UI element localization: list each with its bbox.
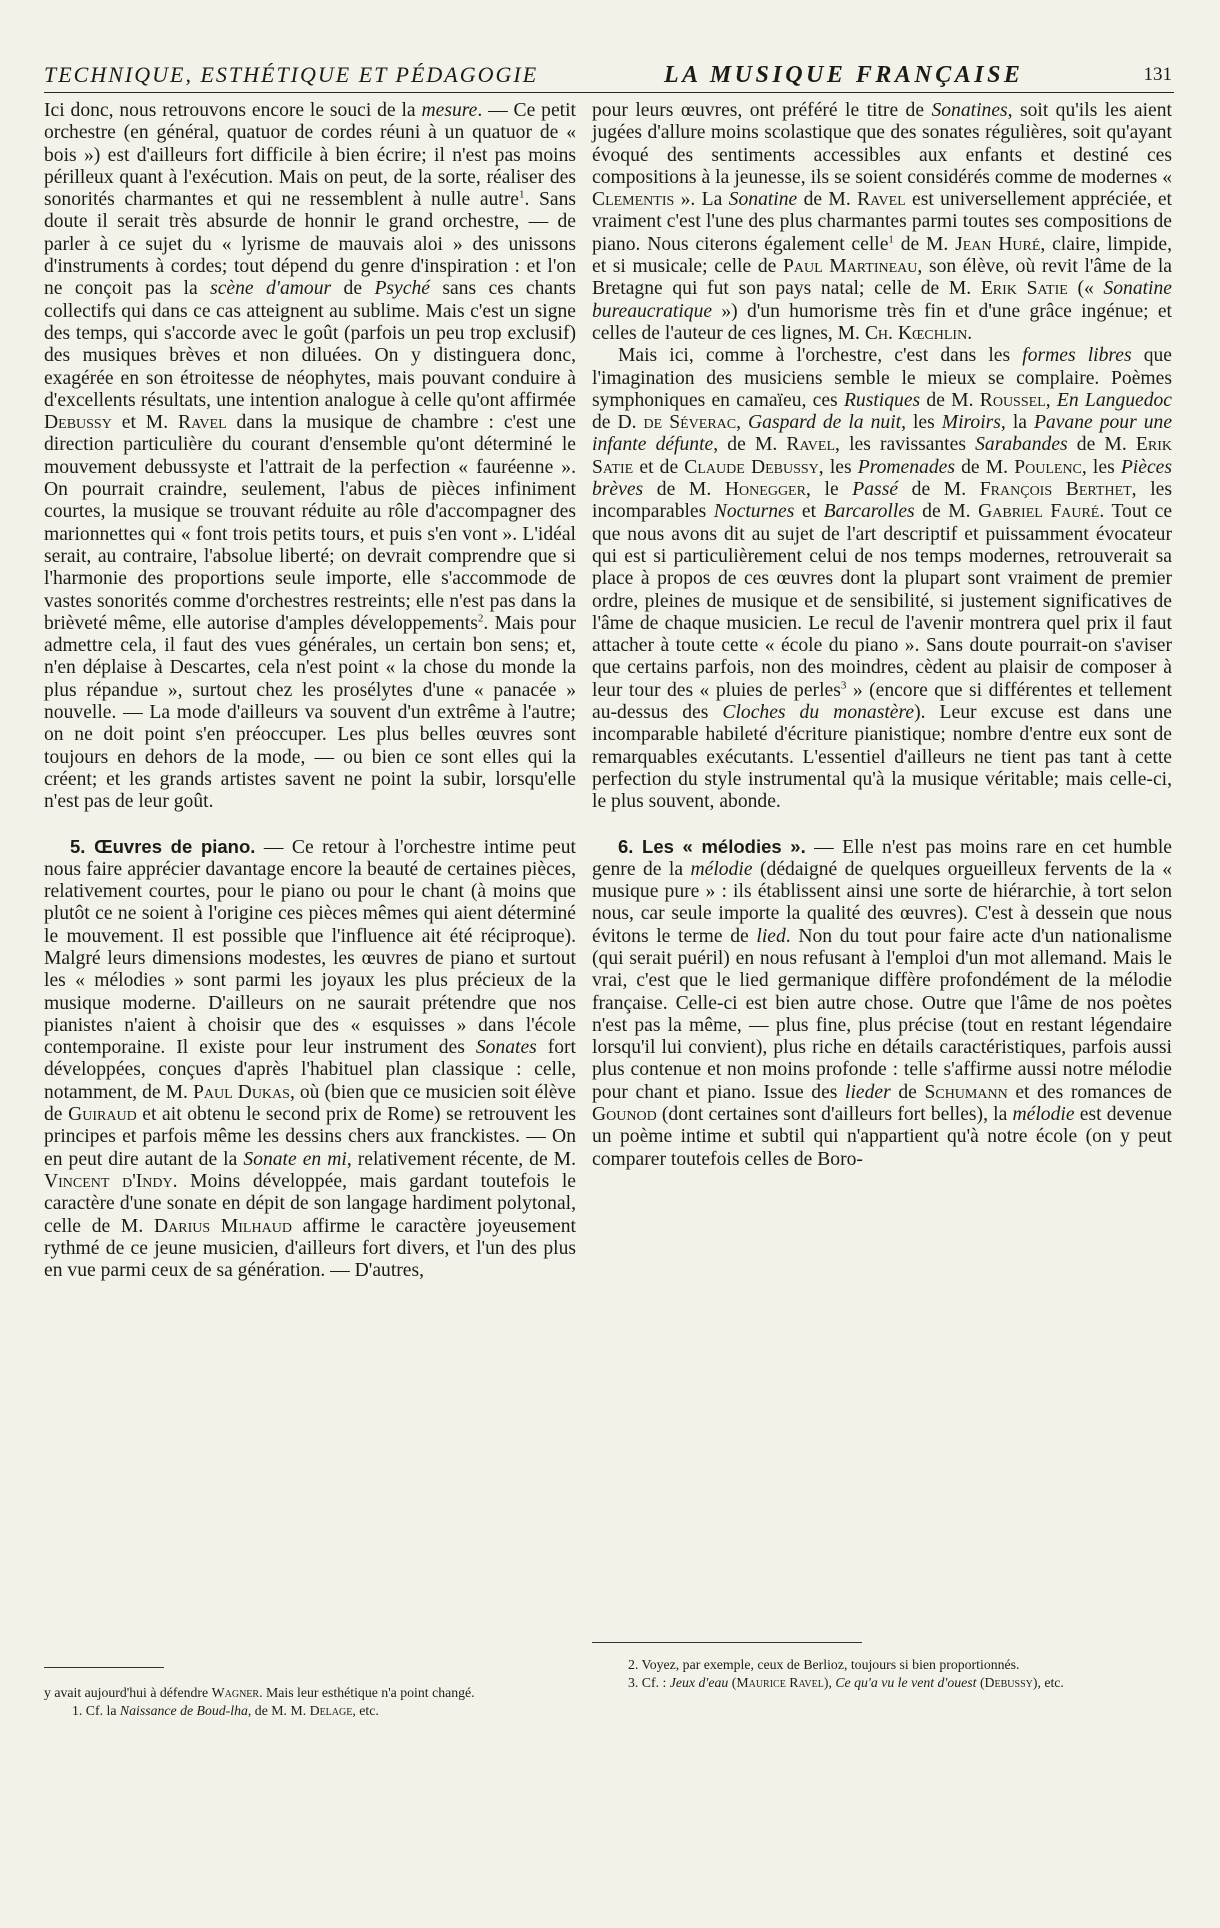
footnote-ref-3[interactable]: 3 bbox=[840, 679, 847, 692]
footnote-rule-right bbox=[592, 1642, 862, 1643]
footnote-ref-2[interactable]: 2 bbox=[477, 612, 484, 625]
footnote-2: 2. Voyez, par exemple, ceux de Berlioz, toujours si bien proportionnés. bbox=[628, 1657, 1020, 1672]
footnote-continuation: y avait aujourd'hui à défendre Wagner. Mais leur esthétique n'a point changé. bbox=[44, 1685, 475, 1700]
section-6-melodies: 6. Les « mélodies ». — Elle n'est pas moins rare en cet humble genre de la mélodie (dédaigné de quelques orgueilleux fervents de la « musique pure » : ils établissent ainsi une sorte de hiérarchie, à tort selon nous, car seule importe la qualité des œuvres). C'est à dessein que nous évitons le terme de lied. Non du tout pour faire acte d'un nationalisme (qui serait puéril) en nous refusant à l'emploi d'un mot allemand. Mais le vrai, c'est que le lied germanique diffère profondément de la mélodie française. Celle-ci est bien autre chose. Outre que l'âme de nos poètes n'est pas la même, — plus fine, plus précise (tout en restant légendaire lorsqu'il lui convient), plus riche en détails caractéristiques, parfois aussi plus contenue et non moins profonde : telle s'affirme aussi notre mélodie pour chant et piano. Issue des lieder de Schumann et des romances de Gounod (dont certaines sont d'ailleurs fort belles), la mélodie est devenue un poème intime et subtil qui n'appartient qu'à notre école (on y peut comparer toutefois celles de Boro- bbox=[592, 835, 1172, 1170]
footnote-3: 3. Cf. : Jeux d'eau (Maurice Ravel), Ce qu'a vu le vent d'ouest (Debussy), etc. bbox=[628, 1675, 1064, 1690]
paragraph-formes-libres: Mais ici, comme à l'orchestre, c'est dans les formes libres que l'imagination des musiciens semble le mieux se complaire. Poèmes symphoniques en camaïeu, ces Rustiques de M. Roussel, En Languedoc de D. de Séverac, Gaspard de la nuit, les Miroirs, la Pavane pour une infante défunte, de M. Ravel, les ravissantes Sarabandes de M. Erik Satie et de Claude Debussy, les Promenades de M. Poulenc, les Pièces brèves de M. Honegger, le Passé de M. François Berthet, les incomparables Nocturnes et Barcarolles de M. Gabriel Fauré. Tout ce que nous avons dit au sujet de l'art descriptif et puissamment évocateur qui est si particulièrement celui de nos temps modernes, retrouverait sa place à propos de ces œuvres dont la plupart sont vraiment de premier ordre, pleines de musique et de sensibilité, si justement significatives de l'âme de chaque musicien. Le recul de l'avenir montrera quel prix il faut attacher à toute cette « école du piano ». Sans doute pourrait-on s'aviser que certains parfois, non des moindres, cèdent au plaisir de composer à leur tour des « pluies de perles$^3$ » (encore que si différentes et tellement au-dessus des Cloches du monastère). Leur excuse est dans une incomparable habileté d'écriture pianistique; nombre d'entre eux sont de remarquables exécutants. L'essentiel d'ailleurs ne tient pas tant à cette perfection du style instrumental qu'à la musique véritable; mais celle-ci, le plus souvent, abonde. bbox=[592, 345, 1173, 813]
footnotes-right bbox=[600, 1656, 1170, 1692]
section-5-heading: 5. Œuvres de piano. bbox=[70, 835, 256, 857]
paragraph-orchestra: Ici donc, nous retrouvons encore le souci de la mesure. — Ce petit orchestre (en général, quatuor de cordes réuni à un quatuor de « bois ») est d'ailleurs fort difficile à bien écrire; il n'est pas moins périlleux quant à l'exécution. Mais on peut, de la sorte, réaliser des sonorités charmantes et qui ne ressemblent à nulle autre$^1$. Sans doute il serait très absurde de honnir le grand orchestre, — de parler à ce sujet du « lyrisme de mauvais aloi » des unissons d'instruments à cordes; tout dépend du genre d'inspiration : et l'on ne conçoit pas la scène d'amour de Psyché sans ces chants collectifs qui dans ce cas atteignent au sublime. Mais c'est un signe des temps, qui s'accorde avec le goût (parfois un peu trop exclusif) des musiques brèves et non diluées. On y distinguera donc, exagérée en son étroitesse de néophytes, mais pouvant conduire à d'excellents résultats, une intention analogue à celle qu'ont affirmée Debussy et M. Ravel dans la musique de chambre : c'est une direction particulière du courant d'ensemble qu'ont déterminé le mouvement debussyste et l'attrait de la perfection « fauréenne ». On pourrait craindre, seulement, l'abus de pièces infiniment courtes, la musique se trouvant réduite au rôle d'accompagner des marionnettes qui « font trois petits tours, et puis s'en vont ». L'idéal serait, au contraire, l'absolue liberté; on devrait comprendre que si l'harmonie des proportions seule importe, elle s'accommode de vastes sonorités comme d'orchestres restreints; elle n'est pas dans la brièveté même, elle autorise d'amples développements$^2$. Mais pour admettre cela, il faut des vues générales, un certain bon sens; et, n'en déplaise à Descartes, cela n'est point « la chose du monde la plus répandue », surtout chez les prosélytes d'une « panacée » nouvelle. — La mode d'ailleurs va souvent d'un extrême à l'autre; on ne doit point s'en préoccuper. Les plus belles œuvres sont toujours en dehors de la mode, — ou bien ce sont elles qui la créent; et les grands artistes savent ne point la subir, lorsqu'elle n'est pas de leur goût. bbox=[44, 100, 577, 813]
footnote-1: 1. Cf. la Naissance de Boud-lha, de M. M. Delage, etc. bbox=[72, 1703, 379, 1718]
header-rule bbox=[44, 92, 1174, 93]
section-6-heading: 6. Les « mélodies ». bbox=[618, 835, 806, 857]
header-left-title: TECHNIQUE, ESTHÉTIQUE ET PÉDAGOGIE bbox=[44, 62, 539, 87]
footnote-ref-1b[interactable]: 1 bbox=[888, 233, 894, 246]
header-right-title: LA MUSIQUE FRANÇAISE bbox=[664, 62, 1024, 88]
section-5-piano-works: 5. Œuvres de piano. — Ce retour à l'orchestre intime peut nous faire apprécier davantage encore la beauté de certaines pièces, relativement courtes, pour le piano ou pour le chant (à moins que plutôt ce ne soient à l'origine ces pièces mêmes qui aient déterminé le mouvement. Il est possible que l'influence ait été réciproque). Malgré leurs dimensions modestes, les œuvres de piano et surtout les « mélodies » sont parmi les joyaux les plus précieux de la musique moderne. D'ailleurs on ne saurait prétendre que nos pianistes n'aient à choisir que des « esquisses » dans l'école contemporaine. Il existe pour leur instrument des Sonates fort développées, conçues d'après l'habituel plan classique : celle, notamment, de M. Paul Dukas, où (bien que ce musicien soit élève de Guiraud et ait obtenu le second prix de Rome) se retrouvent les principes et parfois même les dessins chers aux franckistes. — On en peut dire autant de la Sonate en mi, relativement récente, de M. Vincent d'Indy. Moins développée, mais gardant toutefois le caractère d'une sonate en dépit de son langage hardiment polytonal, celle de M. Darius Milhaud affirme le caractère joyeusement rythmé de ce jeune musicien, d'ailleurs fort divers, et l'un des plus en vue parmi ceux de sa génération. — D'autres, bbox=[44, 835, 577, 1282]
right-column bbox=[592, 100, 1172, 1171]
left-column bbox=[44, 100, 576, 1282]
page-number: 131 bbox=[1143, 64, 1172, 85]
footnotes-left bbox=[44, 1684, 576, 1720]
running-header bbox=[44, 62, 1172, 94]
footnote-ref-1[interactable]: 1 bbox=[518, 188, 525, 201]
paragraph-sonatines: pour leurs œuvres, ont préféré le titre de Sonatines, soit qu'ils les aient jugées d'allure moins scolastique que des sonates régulières, soit qu'ayant évoqué des sentiments accessibles aux enfants et destiné ces compositions à la jeunesse, ils se soient considérés comme de modernes « Clementis ». La Sonatine de M. Ravel est universellement appréciée, et vraiment c'est l'une des plus charmantes parmi toutes ses compositions de piano. Nous citerons également celle$^1$ de M. Jean Huré, claire, limpide, et si musicale; celle de Paul Martineau, son élève, où revit l'âme de la Bretagne qui fut son pays natal; celle de M. Erik Satie (« Sonatine bureaucratique ») d'un humorisme très fin et d'une grâce ingénue; et celles de l'auteur de ces lignes, M. Ch. Kœchlin. bbox=[592, 100, 1173, 344]
footnote-rule-left bbox=[44, 1667, 164, 1668]
